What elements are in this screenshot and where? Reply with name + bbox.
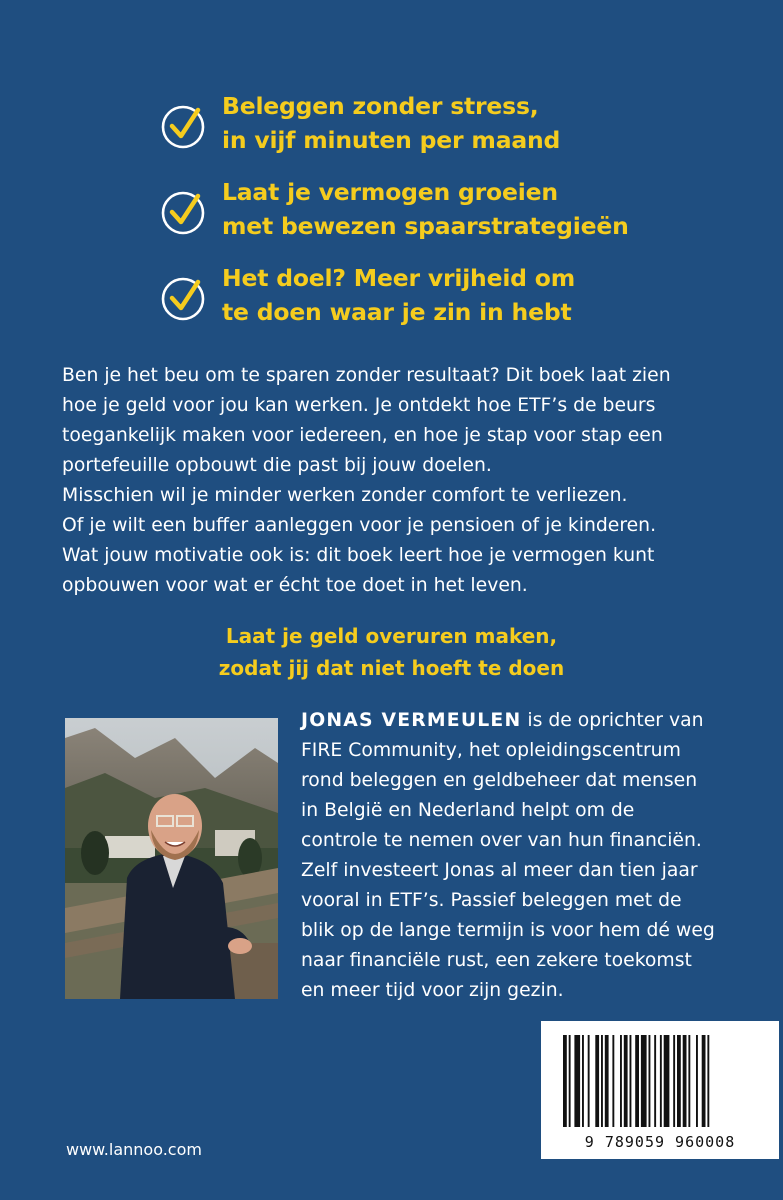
barcode-bar <box>630 1035 632 1127</box>
barcode-bar <box>605 1035 609 1127</box>
barcode-bar <box>696 1035 698 1127</box>
check-circle-icon <box>160 190 206 236</box>
barcode-bar <box>641 1035 647 1127</box>
barcode-bar <box>649 1035 651 1127</box>
barcode-bar <box>702 1035 706 1127</box>
tagline: Laat je geld overuren maken, zodat jij dat niet hoeft te doen <box>218 624 565 680</box>
barcode-bar <box>588 1035 590 1127</box>
isbn-barcode <box>541 1021 779 1159</box>
barcode-bar <box>673 1035 675 1127</box>
barcode-bar <box>595 1035 599 1127</box>
book-description: Ben je het beu om te sparen zonder resultaat? Dit boek laat zien hoe je geld voor jou kan werken. Je ontdekt hoe ETF’s de beurs toegankelijk maken voor iedereen, en hoe je stap voor stap een portefeuille opbouwt die past bij jouw doelen. Misschien wil je minder werken zonder comfort te verliezen. Of je wilt een buffer aanleggen voor je pensioen of je kinderen. Wat jouw motivatie ook is: dit boek leert hoe je vermogen kunt opbouwen voor wat er écht toe doet in het leven. <box>62 365 671 596</box>
barcode-bar <box>569 1035 571 1127</box>
check-circle-icon <box>160 276 206 322</box>
benefit-item <box>160 258 760 344</box>
barcode-bar <box>612 1035 614 1127</box>
barcode-bars <box>541 1021 779 1131</box>
barcode-bar <box>563 1035 567 1127</box>
barcode-bar <box>574 1035 580 1127</box>
check-circle-icon <box>160 104 206 150</box>
author-name: JONAS VERMEULEN <box>301 710 522 731</box>
barcode-bar <box>635 1035 639 1127</box>
barcode-bar <box>620 1035 622 1127</box>
barcode-bar <box>624 1035 628 1127</box>
publisher-website[interactable]: www.lannoo.com <box>66 1140 202 1159</box>
author-photo-illustration <box>65 718 278 999</box>
barcode-bar <box>683 1035 687 1127</box>
barcode-bar <box>664 1035 670 1127</box>
benefit-text: Beleggen zonder stress, in vijf minuten per maand <box>222 92 561 154</box>
barcode-bar <box>688 1035 690 1127</box>
barcode-bar <box>582 1035 584 1127</box>
isbn-number: 9 789059 960008 <box>584 1133 736 1151</box>
author-photo <box>65 718 278 999</box>
benefit-item <box>160 172 760 258</box>
benefit-text: Laat je vermogen groeien met bewezen spaarstrategieën <box>222 178 629 240</box>
barcode-bar <box>654 1035 656 1127</box>
benefits-checklist <box>160 86 760 344</box>
barcode-bar <box>707 1035 709 1127</box>
barcode-bar <box>677 1035 681 1127</box>
benefit-item <box>160 86 760 172</box>
barcode-bar <box>601 1035 603 1127</box>
barcode-bar <box>660 1035 662 1127</box>
benefit-text: Het doel? Meer vrijheid om te doen waar je zin in hebt <box>222 264 576 326</box>
author-bio: JONAS VERMEULEN is de oprichter van FIRE Community, het opleidingscentrum rond beleggen en geldbeheer dat mensen in België en Nederland helpt om de controle te nemen over van hun financiën. Zelf investeert Jonas al meer dan tien jaar vooral in ETF’s. Passief beleggen met de blik op de lange termijn is voor hem dé weg naar financiële rust, een zekere toekomst en meer tijd voor zijn gezin. <box>301 710 715 1001</box>
